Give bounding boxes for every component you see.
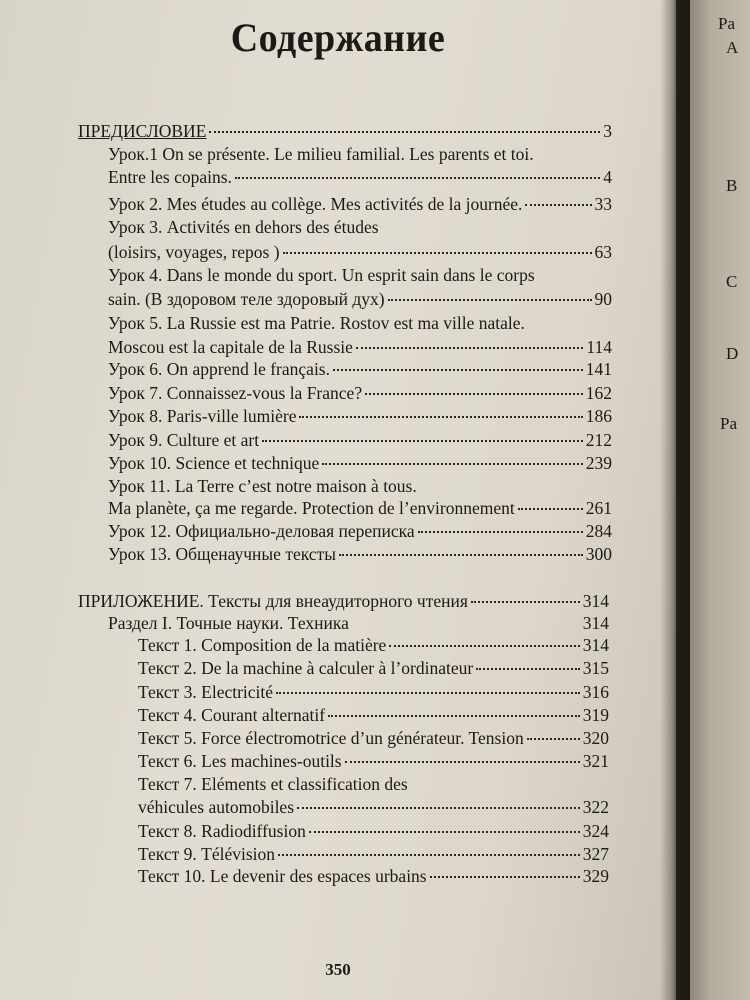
toc-entry-lesson10 xyxy=(108,452,612,474)
toc-entry-lesson2 xyxy=(108,193,612,215)
leader-dots xyxy=(322,463,582,465)
leader-dots xyxy=(345,761,580,763)
toc-entry-appendix xyxy=(78,590,609,612)
toc-page: 300 xyxy=(585,544,612,564)
toc-label: sain. (В здоровом теле здоровый дух) xyxy=(108,289,385,309)
leader-dots xyxy=(418,531,583,533)
toc-entry-lesson6 xyxy=(108,358,612,380)
right-page-fragment: Pa xyxy=(720,414,737,433)
page-title: Содержание xyxy=(230,15,446,60)
toc-page: 162 xyxy=(585,383,612,403)
leader-dots xyxy=(356,347,583,349)
right-page-fragment: D xyxy=(726,344,739,363)
toc-page: 329 xyxy=(582,866,609,886)
leader-dots xyxy=(527,738,580,740)
toc-label: Урок 13. Общенаучные тексты xyxy=(108,544,336,564)
right-page-fragment: C xyxy=(726,272,738,291)
book-gutter xyxy=(660,0,690,1000)
toc-label: Текст 8. Radiodiffusion xyxy=(138,821,306,841)
leader-dots xyxy=(309,831,580,833)
toc-label: (loisirs, voyages, repos ) xyxy=(108,242,280,262)
toc-entry-text5 xyxy=(138,727,609,749)
toc-entry-text6 xyxy=(138,750,609,772)
leader-dots xyxy=(365,393,583,395)
right-page-fragment: Pa xyxy=(718,14,735,33)
toc-entry-lesson7 xyxy=(108,382,612,404)
toc-entry-lesson3 xyxy=(108,241,612,263)
leader-dots xyxy=(283,252,592,254)
toc-entry-text3 xyxy=(138,681,609,703)
toc-label: Урок 12. Официально-деловая переписка xyxy=(108,521,415,541)
toc-entry-lesson3-line1: Урок 3. Activités en dehors des études xyxy=(108,217,379,237)
toc-entry-lesson4 xyxy=(108,288,612,310)
toc-label: Урок 7. Connaissez-vous la France? xyxy=(108,383,363,403)
toc-page: 90 xyxy=(594,289,612,309)
toc-entry-lesson8 xyxy=(108,405,612,427)
leader-dots xyxy=(525,204,591,206)
leader-dots xyxy=(209,131,600,133)
toc-entry-text10 xyxy=(138,865,609,887)
toc-page: 33 xyxy=(594,194,612,214)
toc-page: 314 xyxy=(582,635,609,655)
toc-entry-lesson4-line1: Урок 4. Dans le monde du sport. Un esprit sain dans le corps xyxy=(108,265,535,285)
toc-entry-text2 xyxy=(138,657,609,679)
leader-dots xyxy=(339,554,583,556)
leader-dots xyxy=(297,807,580,809)
toc-page: 314 xyxy=(582,591,609,611)
toc-label: Урок 8. Paris-ville lumière xyxy=(108,406,297,426)
toc-entry-text4 xyxy=(138,704,609,726)
toc-label: Текст 10. Le devenir des espaces urbains xyxy=(138,866,427,886)
toc-label: Entre les copains. xyxy=(108,167,232,187)
toc-page: 314 xyxy=(582,613,609,633)
leader-dots xyxy=(430,876,580,878)
toc-label: Раздел I. Точные науки. Техника xyxy=(108,613,349,633)
toc-entry-lesson1-line1: Урок.1 On se présente. Le milieu familial. Les parents et toi. xyxy=(108,144,534,164)
toc-entry-lesson9 xyxy=(108,429,612,451)
toc-label: ПРИЛОЖЕНИЕ. Тексты для внеаудиторного чтения xyxy=(78,591,468,611)
leader-dots xyxy=(333,369,583,371)
toc-label: Текст 1. Composition de la matière xyxy=(138,635,387,655)
leader-dots xyxy=(389,645,579,647)
toc-label: Moscou est la capitale de la Russie xyxy=(108,337,353,357)
toc-label: Урок 6. On apprend le français. xyxy=(108,359,330,379)
toc-label: Текст 3. Electricité xyxy=(138,682,274,702)
toc-page: 261 xyxy=(585,498,612,518)
toc-label: Текст 4. Courant alternatif xyxy=(138,705,326,725)
toc-label: Урок 10. Science et technique xyxy=(108,453,320,473)
toc-page: 316 xyxy=(582,682,609,702)
toc-entry-text9 xyxy=(138,843,609,865)
toc-entry-lesson11-line1: Урок 11. La Terre c’est notre maison à tous. xyxy=(108,476,417,496)
leader-dots xyxy=(388,299,592,301)
toc-entry-lesson13 xyxy=(108,543,612,565)
toc-entry-text8 xyxy=(138,820,609,842)
toc-label: Урок 2. Mes études au collège. Mes activités de la journée. xyxy=(108,194,523,214)
toc-entry-lesson5-line1: Урок 5. La Russie est ma Patrie. Rostov est ma ville natale. xyxy=(108,313,525,333)
toc-page: 320 xyxy=(582,728,609,748)
leader-dots xyxy=(471,601,580,603)
toc-entry-lesson12 xyxy=(108,520,612,542)
toc-label: véhicules automobiles xyxy=(138,797,295,817)
toc-label: ПРЕДИСЛОВИЕ xyxy=(78,121,207,141)
toc-label: Текст 5. Force électromotrice d’un générateur. Tension xyxy=(138,728,524,748)
right-page-fragment: B xyxy=(726,176,738,195)
leader-dots xyxy=(276,692,580,694)
leader-dots xyxy=(278,854,580,856)
toc-entry-text1 xyxy=(138,634,609,656)
toc-entry-text7 xyxy=(138,796,609,818)
leader-dots xyxy=(518,508,583,510)
leader-dots xyxy=(235,177,600,179)
book-page-right xyxy=(690,0,750,1000)
page-number: 350 xyxy=(325,960,351,979)
toc-label: Текст 9. Télévision xyxy=(138,844,276,864)
leader-dots xyxy=(299,416,582,418)
toc-page: 63 xyxy=(594,242,612,262)
toc-entry-lesson1 xyxy=(108,166,612,188)
toc-page: 186 xyxy=(585,406,612,426)
leader-dots xyxy=(262,440,583,442)
toc-label: Текст 6. Les machines-outils xyxy=(138,751,342,771)
toc-page: 327 xyxy=(582,844,609,864)
leader-dots xyxy=(476,668,580,670)
toc-label: Текст 2. De la machine à calculer à l’ordinateur xyxy=(138,658,474,678)
toc-page: 212 xyxy=(585,430,612,450)
toc-page: 284 xyxy=(585,521,612,541)
toc-entry-preface xyxy=(78,120,612,142)
right-page-fragment: A xyxy=(726,38,739,57)
toc-page: 324 xyxy=(582,821,609,841)
toc-label: Урок 9. Culture et art xyxy=(108,430,260,450)
toc-page: 4 xyxy=(603,167,612,187)
toc-page: 321 xyxy=(582,751,609,771)
toc-page: 322 xyxy=(582,797,609,817)
toc-page: 114 xyxy=(586,337,612,357)
toc-entry-lesson11 xyxy=(108,497,612,519)
toc-entry-text7-line1: Текст 7. Eléments et classification des xyxy=(138,774,408,794)
toc-label: Ma planète, ça me regarde. Protection de l’environnement xyxy=(108,498,515,518)
toc-page: 319 xyxy=(582,705,609,725)
toc-page: 141 xyxy=(585,359,612,379)
leader-dots xyxy=(328,715,580,717)
toc-page: 239 xyxy=(585,453,612,473)
toc-page: 3 xyxy=(603,121,612,141)
toc-page: 315 xyxy=(582,658,609,678)
toc-entry-lesson5 xyxy=(108,336,612,358)
toc-entry-section1 xyxy=(108,612,609,634)
